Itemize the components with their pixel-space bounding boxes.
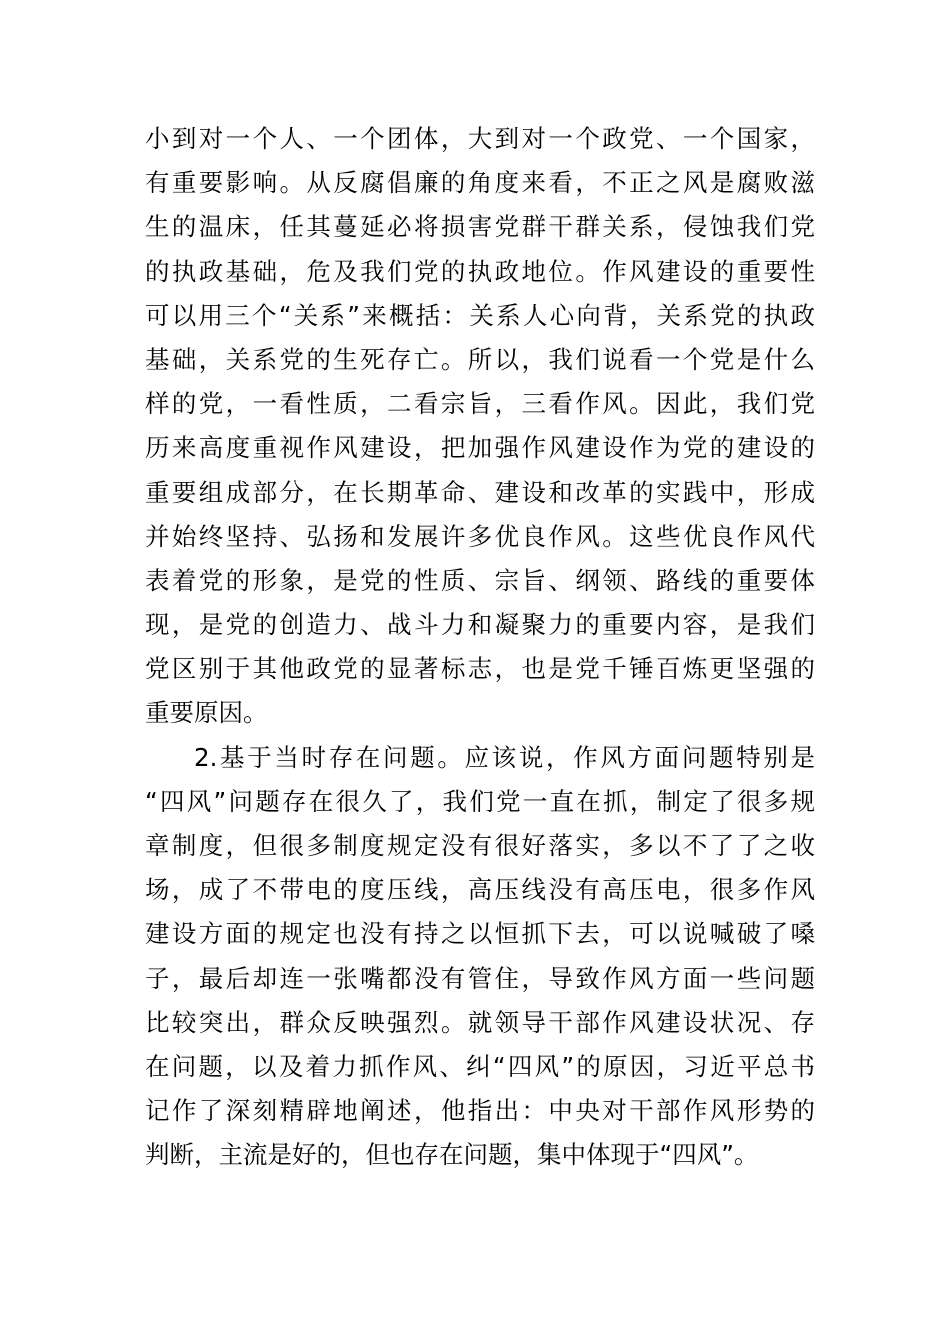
text-line: 判断，主流是好的，但也存在问题，集中体现于“四风”。 [145,1140,759,1170]
text-line: “四风”问题存在很久了，我们党一直在抓，制定了很多规 [145,786,815,816]
text-line: 历来高度重视作风建设，把加强作风建设作为党的建设的 [145,433,815,463]
paragraph-1 [145,117,815,736]
text-line: 党区别于其他政党的显著标志，也是党千锤百炼更坚强的 [145,654,815,684]
text-line: 有重要影响。从反腐倡廉的角度来看，不正之风是腐败滋 [145,168,815,198]
text-line: 记作了深刻精辟地阐述，他指出：中央对干部作风形势的 [145,1096,815,1126]
paragraph-2 [145,736,815,1178]
text-line: 子，最后却连一张嘴都没有管住，导致作风方面一些问题 [145,963,815,993]
text-line: 建设方面的规定也没有持之以恒抓下去，可以说喊破了嗓 [145,919,815,949]
text-line: 章制度，但很多制度规定没有很好落实，多以不了了之收 [145,831,815,860]
text-line: 并始终坚持、弘扬和发展许多优良作风。这些优良作风代 [145,521,815,551]
text-line: 基础，关系党的生死存亡。所以，我们说看一个党是什么 [145,344,815,374]
text-line: 在问题，以及着力抓作风、纠“四风”的原因，习近平总书 [145,1051,815,1081]
text-line: 生的温床，任其蔓延必将损害党群干群关系，侵蚀我们党 [145,212,815,242]
text-line: 表着党的形象，是党的性质、宗旨、纲领、路线的重要体 [145,565,815,595]
text-line: 重要原因。 [145,698,268,728]
text-line: 比较突出，群众反映强烈。就领导干部作风建设状况、存 [145,1007,815,1037]
text-line: 小到对一个人、一个团体，大到对一个政党、一个国家， [145,124,815,153]
text-line: 样的党，一看性质，二看宗旨，三看作风。因此，我们党 [145,389,815,419]
text-line: 的执政基础，危及我们党的执政地位。作风建设的重要性 [145,256,815,286]
text-line: 现，是党的创造力、战斗力和凝聚力的重要内容，是我们 [145,610,815,640]
text-line: 可以用三个“关系”来概括：关系人心向背，关系党的执政 [145,300,815,330]
body-text [145,117,815,1178]
text-line: 2.基于当时存在问题。应该说，作风方面问题特别是 [194,742,815,772]
text-line: 重要组成部分，在长期革命、建设和改革的实践中，形成 [145,477,815,507]
text-line: 场，成了不带电的度压线，高压线没有高压电，很多作风 [145,875,815,905]
